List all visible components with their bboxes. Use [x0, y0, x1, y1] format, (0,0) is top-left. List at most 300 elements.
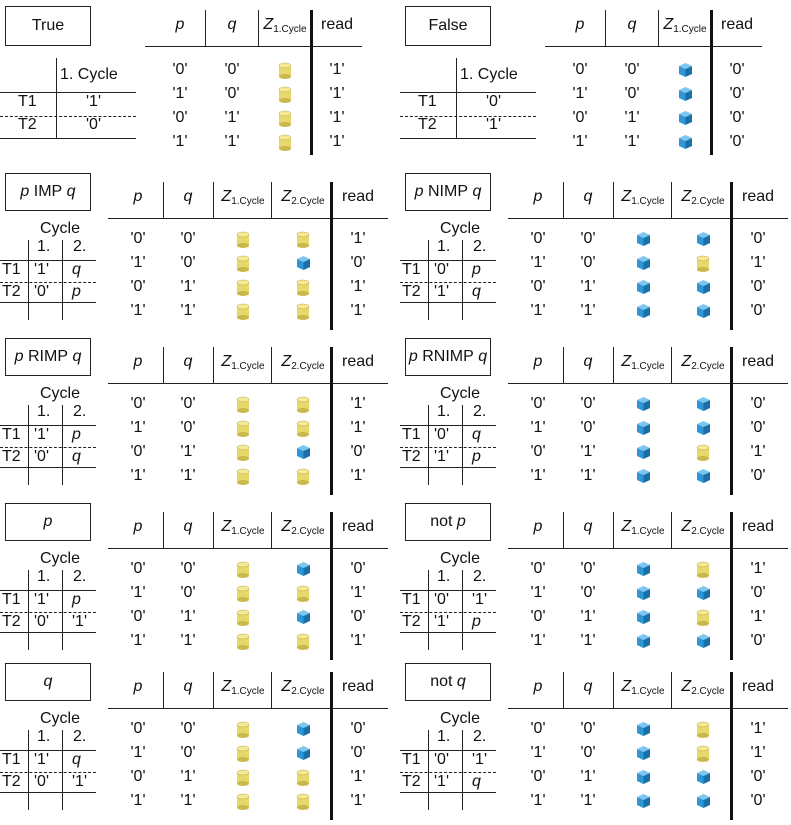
cell-p-value: '0': [572, 109, 588, 126]
cycle-col-2-label: 2.: [473, 728, 487, 745]
cell-read-value: '1': [750, 744, 766, 761]
cell-p: [560, 85, 600, 103]
cylinder-icon: [296, 468, 310, 486]
cylinder-icon: [296, 420, 310, 438]
t1-cycle-1-value: '1': [86, 93, 102, 110]
cell-z1: [636, 303, 651, 324]
header-divider-1: [613, 182, 614, 218]
cycle-col-2-label: 2.: [473, 238, 487, 255]
cell-q: [212, 61, 252, 79]
t1-cycle-1-value: '1': [34, 426, 50, 443]
cell-read-value: '1': [329, 133, 345, 150]
cube-icon: [696, 585, 711, 601]
header-z2: [273, 518, 333, 537]
cell-q-value: '1': [580, 302, 596, 319]
cell-z1: [278, 62, 292, 85]
header-p: [150, 16, 210, 34]
t1-cycle-1-value: '1': [34, 591, 50, 608]
cell-z1: [236, 255, 250, 278]
cell-read: [338, 632, 378, 650]
cell-z1: [636, 585, 651, 606]
cube-icon: [636, 609, 651, 625]
cycle-col-1-label: 1.: [437, 238, 451, 255]
cycle-col-2-label: 2.: [73, 568, 87, 585]
header-read-label: read: [720, 16, 754, 33]
cell-z2: [696, 769, 711, 790]
header-q-label: q: [227, 16, 237, 33]
t1-cycle-2-value: p: [72, 591, 81, 608]
cell-p-value: '0': [130, 608, 146, 625]
cell-z1: [236, 633, 250, 656]
cell-p-value: '1': [530, 467, 546, 484]
cube-icon: [696, 769, 711, 785]
header-q-label: q: [583, 188, 593, 205]
cylinder-icon: [696, 745, 710, 763]
cell-p: [518, 720, 558, 738]
cell-p: [118, 608, 158, 626]
cell-q-value: '0': [180, 744, 196, 761]
cell-z2: [296, 793, 310, 816]
header-p-label: p: [533, 678, 543, 695]
cell-p: [560, 109, 600, 127]
header-q-label: q: [183, 678, 193, 695]
cell-read-value: '0': [729, 61, 745, 78]
cell-q-value: '1': [580, 443, 596, 460]
cube-icon: [636, 745, 651, 761]
T1: T1: [418, 93, 437, 110]
header-p-label: p: [133, 353, 143, 370]
cell-read: [338, 792, 378, 810]
cycle-label: 1. Cycle: [460, 66, 518, 83]
cell-q: [168, 744, 208, 762]
header-divider-0: [163, 672, 164, 708]
header-read-label: read: [741, 353, 775, 370]
cylinder-icon: [696, 721, 710, 739]
truth-header-line: [508, 708, 788, 709]
panel-nimp: [400, 170, 790, 335]
cell-p-value: '1': [130, 254, 146, 271]
header-divider-2: [671, 182, 672, 218]
header-z1: [213, 188, 273, 207]
cycle-col-2-label: 2.: [473, 403, 487, 420]
cell-z1: [636, 444, 651, 465]
cell-read-value: '0': [350, 608, 366, 625]
cell-read: [338, 768, 378, 786]
cell-q-value: '0': [180, 254, 196, 271]
cell-q-value: '0': [180, 584, 196, 601]
cell-p: [518, 443, 558, 461]
cell-p: [518, 467, 558, 485]
cylinder-icon: [696, 444, 710, 462]
cell-read: [317, 109, 357, 127]
cycle-label: Cycle: [40, 220, 81, 237]
operation-name: False: [428, 17, 468, 34]
cell-read: [338, 443, 378, 461]
cell-q: [168, 720, 208, 738]
cell-z1: [636, 420, 651, 441]
cell-p-value: '0': [130, 768, 146, 785]
header-q: [602, 16, 662, 34]
cylinder-icon: [296, 279, 310, 297]
cell-q-value: '0': [580, 744, 596, 761]
cube-icon: [696, 468, 711, 484]
cell-read-value: '1': [750, 254, 766, 271]
operand-p: p: [456, 513, 466, 530]
truth-header-line: [508, 218, 788, 219]
cell-p-value: '1': [530, 584, 546, 601]
panel-notp: [400, 500, 790, 665]
cell-read-value: '1': [350, 632, 366, 649]
cell-read-value: '1': [329, 109, 345, 126]
cube-icon: [636, 255, 651, 271]
cell-z2: [696, 585, 711, 606]
header-z1: [613, 678, 673, 697]
cell-p: [518, 302, 558, 320]
cylinder-icon: [236, 633, 250, 651]
cell-p: [518, 230, 558, 248]
T1: T1: [402, 261, 421, 278]
cell-read-value: '0': [750, 768, 766, 785]
cell-p: [518, 278, 558, 296]
cell-z1: [236, 769, 250, 792]
cell-p-value: '1': [130, 467, 146, 484]
cell-q: [612, 133, 652, 151]
cell-q: [168, 792, 208, 810]
cell-q: [568, 608, 608, 626]
cylinder-icon: [296, 396, 310, 414]
cell-z2: [696, 303, 711, 324]
cell-q: [568, 584, 608, 602]
cycle-col-1-label: 1.: [37, 728, 51, 745]
t2-cycle-1-value: '1': [434, 448, 450, 465]
operand-p: p: [14, 348, 24, 365]
t2-cycle-1-value: '1': [486, 116, 502, 133]
cell-p-value: '0': [530, 720, 546, 737]
header-z2-sub: 2.Cycle: [691, 526, 725, 537]
operand-p: p: [43, 513, 53, 530]
cylinder-icon: [278, 86, 292, 104]
header-divider-2: [671, 512, 672, 548]
cell-read: [338, 608, 378, 626]
cell-read-value: '0': [750, 278, 766, 295]
t2-cycle-2-value: q: [472, 283, 481, 300]
cell-z1: [678, 134, 693, 155]
header-divider-0: [563, 512, 564, 548]
header-read: [328, 518, 388, 536]
cell-q-value: '1': [180, 768, 196, 785]
header-divider-0: [163, 182, 164, 218]
header-p-label: p: [533, 518, 543, 535]
cube-icon: [636, 793, 651, 809]
cell-p: [518, 744, 558, 762]
cell-read: [738, 608, 778, 626]
cell-z2: [296, 769, 310, 792]
cell-p-value: '0': [130, 443, 146, 460]
header-divider-1: [613, 347, 614, 383]
panel-notq: [400, 660, 790, 825]
T1: T1: [402, 426, 421, 443]
operation-name: not: [430, 673, 453, 690]
operation-name: RIMP: [28, 348, 68, 365]
cycle-col-1-label: 1.: [437, 568, 451, 585]
cell-z2: [296, 745, 311, 766]
cycle-label: 1. Cycle: [60, 66, 118, 83]
header-z2: [273, 188, 333, 207]
cell-read: [738, 395, 778, 413]
cell-q: [568, 395, 608, 413]
cell-q-value: '1': [580, 278, 596, 295]
cylinder-icon: [236, 303, 250, 321]
cell-read: [338, 278, 378, 296]
header-q-label: q: [583, 678, 593, 695]
cell-q: [568, 254, 608, 272]
panel-rimp: [0, 335, 390, 500]
cell-z1: [636, 561, 651, 582]
cell-q-value: '0': [580, 560, 596, 577]
cylinder-icon: [236, 745, 250, 763]
header-z1-sub: 1.Cycle: [273, 24, 307, 35]
cell-q-value: '0': [580, 584, 596, 601]
cell-p-value: '0': [530, 560, 546, 577]
header-p: [550, 16, 610, 34]
cell-z1: [236, 609, 250, 632]
cell-q-value: '0': [224, 61, 240, 78]
cell-read-value: '1': [350, 419, 366, 436]
cell-read: [738, 443, 778, 461]
header-z1-sub: 1.Cycle: [631, 526, 665, 537]
header-read: [728, 353, 788, 371]
cell-q: [212, 133, 252, 151]
cell-p: [560, 133, 600, 151]
t1-cycle-1-value: '1': [34, 261, 50, 278]
header-z2-symbol: Z: [281, 678, 292, 695]
t2-cycle-1-value: '1': [434, 283, 450, 300]
header-divider-0: [163, 512, 164, 548]
cube-icon: [636, 420, 651, 436]
cell-read: [738, 278, 778, 296]
cell-read: [338, 744, 378, 762]
cell-p: [118, 419, 158, 437]
T1: T1: [2, 591, 21, 608]
cell-q: [568, 768, 608, 786]
cell-z1: [636, 769, 651, 790]
cell-z2: [696, 468, 711, 489]
cell-z2: [296, 561, 311, 582]
cell-z2: [296, 303, 310, 326]
t2-cycle-2-value: p: [472, 448, 481, 465]
cell-z1: [636, 255, 651, 276]
cell-q-value: '1': [180, 792, 196, 809]
cycle-label: Cycle: [440, 550, 481, 567]
cylinder-icon: [236, 609, 250, 627]
cylinder-icon: [696, 255, 710, 273]
operand-q: q: [66, 183, 76, 200]
read-separator: [330, 512, 333, 660]
header-q-label: q: [627, 16, 637, 33]
T1: T1: [2, 751, 21, 768]
cell-q: [568, 443, 608, 461]
t2-cycle-1-value: '1': [434, 773, 450, 790]
cube-icon: [696, 279, 711, 295]
header-q: [158, 518, 218, 536]
cell-z2: [696, 561, 710, 584]
truth-header-line: [545, 46, 762, 47]
cell-p-value: '1': [130, 632, 146, 649]
cell-z2: [696, 609, 710, 632]
t2-cycle-1-value: '0': [86, 116, 102, 133]
cell-z2: [696, 721, 710, 744]
cell-q: [212, 109, 252, 127]
cell-read: [717, 133, 757, 151]
cell-q-value: '1': [224, 133, 240, 150]
cell-p: [118, 792, 158, 810]
cell-z1: [236, 396, 250, 419]
cell-q-value: '0': [580, 230, 596, 247]
cell-p-value: '0': [130, 395, 146, 412]
cell-p: [160, 109, 200, 127]
cell-z1: [636, 793, 651, 814]
header-read-label: read: [741, 678, 775, 695]
cell-z2: [296, 585, 310, 608]
operand-p: p: [414, 183, 424, 200]
cell-read: [738, 560, 778, 578]
cell-q: [568, 302, 608, 320]
header-z1-sub: 1.Cycle: [631, 361, 665, 372]
cube-icon: [678, 86, 693, 102]
cell-read-value: '0': [750, 302, 766, 319]
cell-p: [118, 720, 158, 738]
read-separator: [730, 512, 733, 660]
header-read: [707, 16, 767, 34]
T2: T2: [2, 773, 21, 790]
header-p-label: p: [133, 188, 143, 205]
cell-p-value: '0': [130, 230, 146, 247]
cell-p: [118, 278, 158, 296]
header-z2-symbol: Z: [681, 518, 692, 535]
cell-p-value: '0': [530, 768, 546, 785]
cell-read-value: '1': [350, 792, 366, 809]
cell-z2: [296, 721, 311, 742]
header-read-label: read: [320, 16, 354, 33]
cell-read: [717, 85, 757, 103]
cell-p: [118, 302, 158, 320]
cube-icon: [636, 769, 651, 785]
header-p-label: p: [175, 16, 185, 33]
cell-z1: [236, 444, 250, 467]
cube-icon: [636, 231, 651, 247]
header-z1: [613, 518, 673, 537]
cell-z2: [296, 468, 310, 491]
cell-p: [118, 395, 158, 413]
cell-q: [612, 61, 652, 79]
cell-p: [118, 744, 158, 762]
cell-read-value: '1': [350, 467, 366, 484]
cylinder-icon: [236, 444, 250, 462]
t2-cycle-1-value: '0': [34, 613, 50, 630]
cell-read: [738, 230, 778, 248]
header-z1-symbol: Z: [621, 678, 632, 695]
header-read: [328, 353, 388, 371]
truth-header-line: [108, 548, 388, 549]
cell-read-value: '0': [729, 109, 745, 126]
cylinder-icon: [236, 561, 250, 579]
cycle-col-1-label: 1.: [437, 728, 451, 745]
cell-q: [168, 230, 208, 248]
cell-p-value: '1': [530, 254, 546, 271]
t1-cycle-1-value: '0': [434, 751, 450, 768]
cube-icon: [636, 561, 651, 577]
t1-cycle-2-value: '1': [472, 591, 488, 608]
cylinder-icon: [696, 561, 710, 579]
header-z1-symbol: Z: [221, 678, 232, 695]
cell-q-value: '1': [580, 467, 596, 484]
header-read-label: read: [741, 518, 775, 535]
header-divider-2: [671, 347, 672, 383]
header-z2: [673, 518, 733, 537]
cycle-col-2-label: 2.: [73, 728, 87, 745]
header-q-label: q: [583, 518, 593, 535]
header-z2-symbol: Z: [281, 518, 292, 535]
operation-name: IMP: [33, 183, 63, 200]
header-z1: [655, 16, 715, 35]
header-z1: [213, 678, 273, 697]
cell-p: [518, 254, 558, 272]
t2-cycle-2-value: p: [472, 613, 481, 630]
header-q: [158, 353, 218, 371]
cell-read: [338, 720, 378, 738]
cell-q: [168, 278, 208, 296]
cell-q: [612, 85, 652, 103]
truth-header-line: [108, 708, 388, 709]
header-z2-sub: 2.Cycle: [691, 196, 725, 207]
header-z2-sub: 2.Cycle: [691, 686, 725, 697]
cell-z1: [236, 468, 250, 491]
cell-read: [738, 632, 778, 650]
header-z1-sub: 1.Cycle: [231, 196, 265, 207]
cell-p-value: '1': [130, 302, 146, 319]
header-read: [728, 188, 788, 206]
cell-p-value: '1': [530, 744, 546, 761]
cube-icon: [696, 793, 711, 809]
cell-p-value: '0': [572, 61, 588, 78]
operand-q: q: [478, 348, 488, 365]
cell-z1: [236, 745, 250, 768]
cell-z1: [236, 793, 250, 816]
cell-p: [518, 792, 558, 810]
header-z1-symbol: Z: [263, 16, 274, 33]
header-z1-symbol: Z: [621, 518, 632, 535]
cell-read: [317, 133, 357, 151]
cell-q: [568, 230, 608, 248]
header-read: [328, 678, 388, 696]
operand-p: p: [408, 348, 418, 365]
cube-icon: [696, 231, 711, 247]
header-q: [558, 353, 618, 371]
cell-q-value: '0': [580, 395, 596, 412]
cell-p: [518, 608, 558, 626]
cell-q-value: '0': [580, 254, 596, 271]
t1-cycle-1-value: '0': [434, 591, 450, 608]
cell-q: [568, 467, 608, 485]
cylinder-icon: [236, 279, 250, 297]
header-p-label: p: [133, 518, 143, 535]
header-z2-symbol: Z: [281, 188, 292, 205]
cell-z1: [636, 721, 651, 742]
header-z1: [213, 518, 273, 537]
cell-q-value: '1': [580, 608, 596, 625]
cube-icon: [636, 585, 651, 601]
cell-q-value: '1': [580, 792, 596, 809]
